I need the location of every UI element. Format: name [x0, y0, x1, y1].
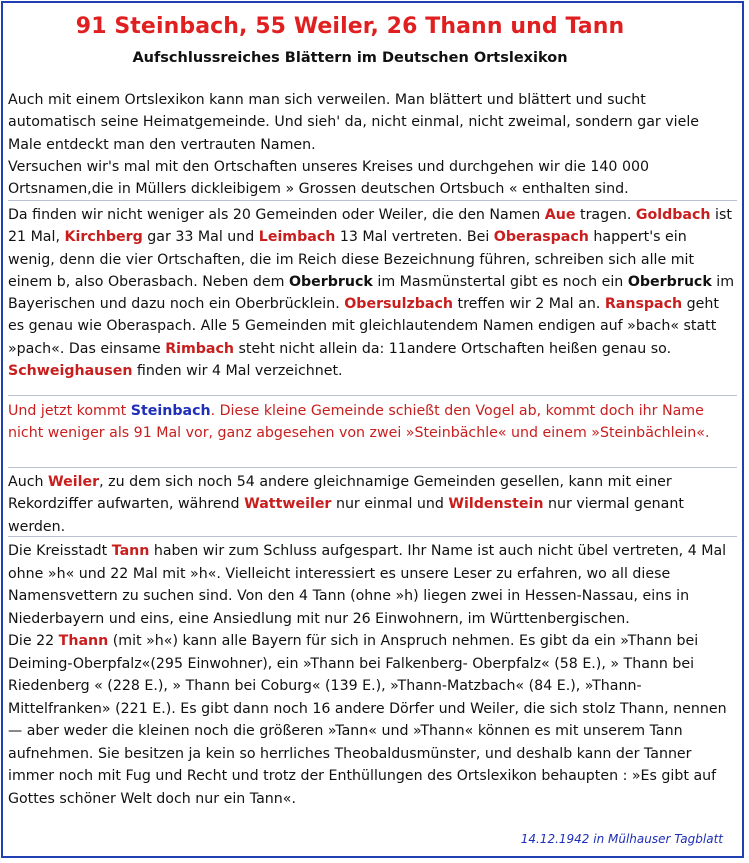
text: Die Kreisstadt [8, 543, 112, 559]
place-steinbach: Steinbach [130, 403, 211, 419]
place-wildenstein: Wildenstein [448, 496, 544, 513]
text: ist 21 Mal, [8, 207, 732, 246]
text: im Masmünstertal gibt es noch ein [372, 273, 628, 290]
place-goldbach: Goldbach [635, 207, 711, 223]
place-ranspach: Ranspach [604, 296, 683, 313]
paragraph-steinbach [8, 400, 737, 445]
separator [8, 536, 737, 537]
paragraph-weiler [8, 471, 737, 538]
place-leimbach: Leimbach [258, 229, 336, 246]
place-rimbach: Rimbach [165, 340, 235, 357]
separator [8, 200, 737, 201]
place-oberbruck: Oberbruck [288, 273, 373, 290]
text: steht nicht allein da: 11andere Ortschaften heißen genau so. [234, 340, 672, 357]
text: , zu dem sich noch 54 andere gleichnamige Gemeinden gesellen, kann mit einer Rekordziffer aufwarten, während [8, 474, 672, 513]
text: tragen. [575, 207, 636, 223]
text: (mit »h«) kann alle Bayern für sich in Anspruch nehmen. Es gibt da ein »Thann bei Deiming-Oberpfalz«(295 Einwohner), ein »Thann bei Falkenberg- Oberpfalz« (58 E.), » Thann bei Riedenberg « (228 E.), » Thann bei Coburg« (139 E.), »Thann-Matzbach« (84 E.), »Thann-Mittelfranken» (221 E.). Es gibt dann noch 16 andere Dörfer und Weiler, die sich stolz Thann, nennen — aber weder die kleinen noch die größeren »Tann« und »Thann« können es mit unserem Tann aufnehmen. Sie besitzen ja kein so herrliches Theobaldusmünster, und deshalb kann der Tanner immer noch mit Fug und Recht und trotz der Enthüllungen des Ortslexikon behaupten : »Es gibt auf Gottes schöner Welt doch nur ein Tann«. [8, 633, 727, 807]
text: nur einmal und [331, 496, 449, 513]
place-kirchberg: Kirchberg [64, 229, 143, 246]
text: . Diese kleine Gemeinde schießt den Vogel ab, kommt doch ihr Name nicht weniger als 91 Mal vor, ganz abgesehen von zwei »Steinbächle« und einem »Steinbächlein«. [8, 403, 710, 442]
paragraph-tann-a [8, 540, 737, 630]
place-thann: Thann [58, 633, 109, 649]
article-subtitle: Aufschlussreiches Blättern im Deutschen Ortslexikon [132, 50, 568, 66]
text: 13 Mal vertreten. Bei [335, 229, 494, 246]
text: geht es genau wie Oberaspach. Alle 5 Gemeinden mit gleichlautendem Namen endigen auf »bach« statt »pach«. Das einsame [8, 296, 719, 357]
place-wattweiler: Wattweiler [244, 496, 332, 513]
text: nur viermal genant werden. [8, 496, 684, 535]
paragraph-tann-b [8, 630, 737, 810]
article-title: 91 Steinbach, 55 Weiler, 26 Thann und Tann [75, 14, 625, 39]
text: Auch [8, 474, 48, 490]
text: happert's ein wenig, denn die vier Ortschaften, die im Reich diese Bezeichnung führen, schreiben sich alle mit einem b, also Oberasbach. Neben dem [8, 229, 695, 290]
text: haben wir zum Schluss aufgespart. Ihr Name ist auch nicht übel vertreten, 4 Mal ohne »h« und 22 Mal mit »h«. Vielleicht interessiert es unsere Leser zu erfahren, wo all diese Namensvettern zu suchen sind. Von den 4 Tann (ohne »h) liegen zwei in Hessen-Nassau, eins in Niederbayern und eins, eine Ansiedlung mit nur 26 Einwohnern, im Württenbergischen. [8, 543, 727, 627]
text: gar 33 Mal und [142, 229, 259, 246]
text: im Bayerischen und dazu noch ein Oberbrücklein. [8, 273, 735, 313]
text: Die 22 [8, 633, 59, 649]
place-schweighausen: Schweighausen [8, 363, 133, 380]
place-tann: Tann [111, 543, 150, 559]
place-oberaspach: Oberaspach [493, 229, 589, 246]
paragraph-place-names [8, 204, 737, 382]
place-weiler: Weiler [48, 474, 100, 490]
source-citation: 14.12.1942 in Mülhauser Tagblatt [520, 832, 723, 846]
separator [8, 467, 737, 468]
text: finden wir 4 Mal verzeichnet. [132, 363, 343, 380]
paragraph-intro [8, 89, 737, 200]
paragraph-tann [8, 540, 737, 810]
text: treffen wir 2 Mal an. [453, 296, 605, 313]
paragraph-intro-a: Auch mit einem Ortslexikon kann man sich verweilen. Man blättert und blättert und sucht automatisch seine Heimatgemeinde. Und sieh' da, nicht einmal, nicht zweimal, sondern gar viele Male entdeckt man den vertrauten Namen. [8, 92, 699, 153]
paragraph-intro-b: Versuchen wir's mal mit den Ortschaften unseres Kreises und durchgehen wir die 140 000 Ortsnamen,die in Müllers dickleibigem » Grossen deutschen Ortsbuch « enthalten sind. [8, 158, 650, 198]
place-oberbruck-bayern: Oberbruck [627, 273, 712, 290]
place-obersulzbach: Obersulzbach [344, 296, 453, 313]
text: Und jetzt kommt [8, 403, 131, 419]
text: Da finden wir nicht weniger als 20 Gemeinden oder Weiler, die den Namen [8, 207, 545, 223]
place-aue: Aue [544, 207, 576, 223]
separator [8, 395, 737, 396]
